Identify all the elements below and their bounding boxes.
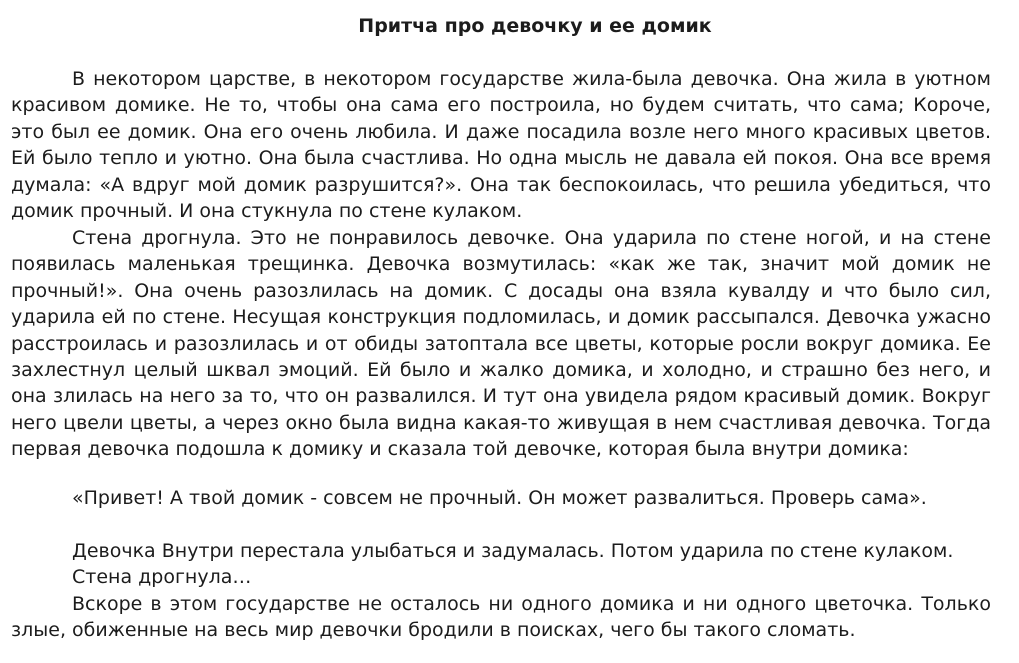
paragraph-5: Вскоре в этом государстве не осталось ни одного домика и ни одного цветочка. Только злые, обиженные на весь мир девочки бродили в поисках, чего бы такого сломать. xyxy=(11,593,991,642)
paragraph-2: Стена дрогнула. Это не понравилось девочке. Она ударила по стене ногой, и на стене появилась маленькая трещинка. Девочка возмутилась: «как же так, значит мой домик не прочный!». Она очень разозлилась на домик. С досады она взяла кувалду и что было сил, ударила ей по стене. Несущая конструкция подломилась, и домик рассыпался. Девочка ужасно расстроилась и разозлилась и от обиды затоптала все цветы, которые росли вокруг домика. Ее захлестнул целый шквал эмоций. Ей было и жалко домика, и холодно, и страшно без него, и она злилась на него за то, что он развалился. И тут она увидела рядом красивый домик. Вокруг него цвели цветы, а через окно была видна какая-то живущая в нем счастливая девочка. Тогда первая девочка подошла к домику и сказала той девочке, которая была внутри домика: xyxy=(11,227,991,461)
paragraph-1: В некотором царстве, в некотором государстве жила-была девочка. Она жила в уютном красивом домике. Не то, чтобы она сама его построила, но будем считать, что сама; Короче, это был ее домик. Она его очень любила. И даже посадила возле него много красивых цветов. Ей было тепло и уютно. Она была счастлива. Но одна мысль не давала ей покоя. Она все время думала: «А вдруг мой домик разрушится?». Она так беспокоилась, что решила убедиться, что домик прочный. И она стукнула по стене кулаком. xyxy=(11,68,991,223)
paragraph-3: Девочка Внутри перестала улыбаться и задумалась. Потом ударила по стене кулаком. xyxy=(72,540,954,562)
quote-paragraph: «Привет! А твой домик - совсем не прочный. Он может развалиться. Проверь сама». xyxy=(72,487,927,509)
paragraph-4: Стена дрогнула… xyxy=(72,566,252,588)
document-title: Притча про девочку и ее домик xyxy=(358,15,712,37)
